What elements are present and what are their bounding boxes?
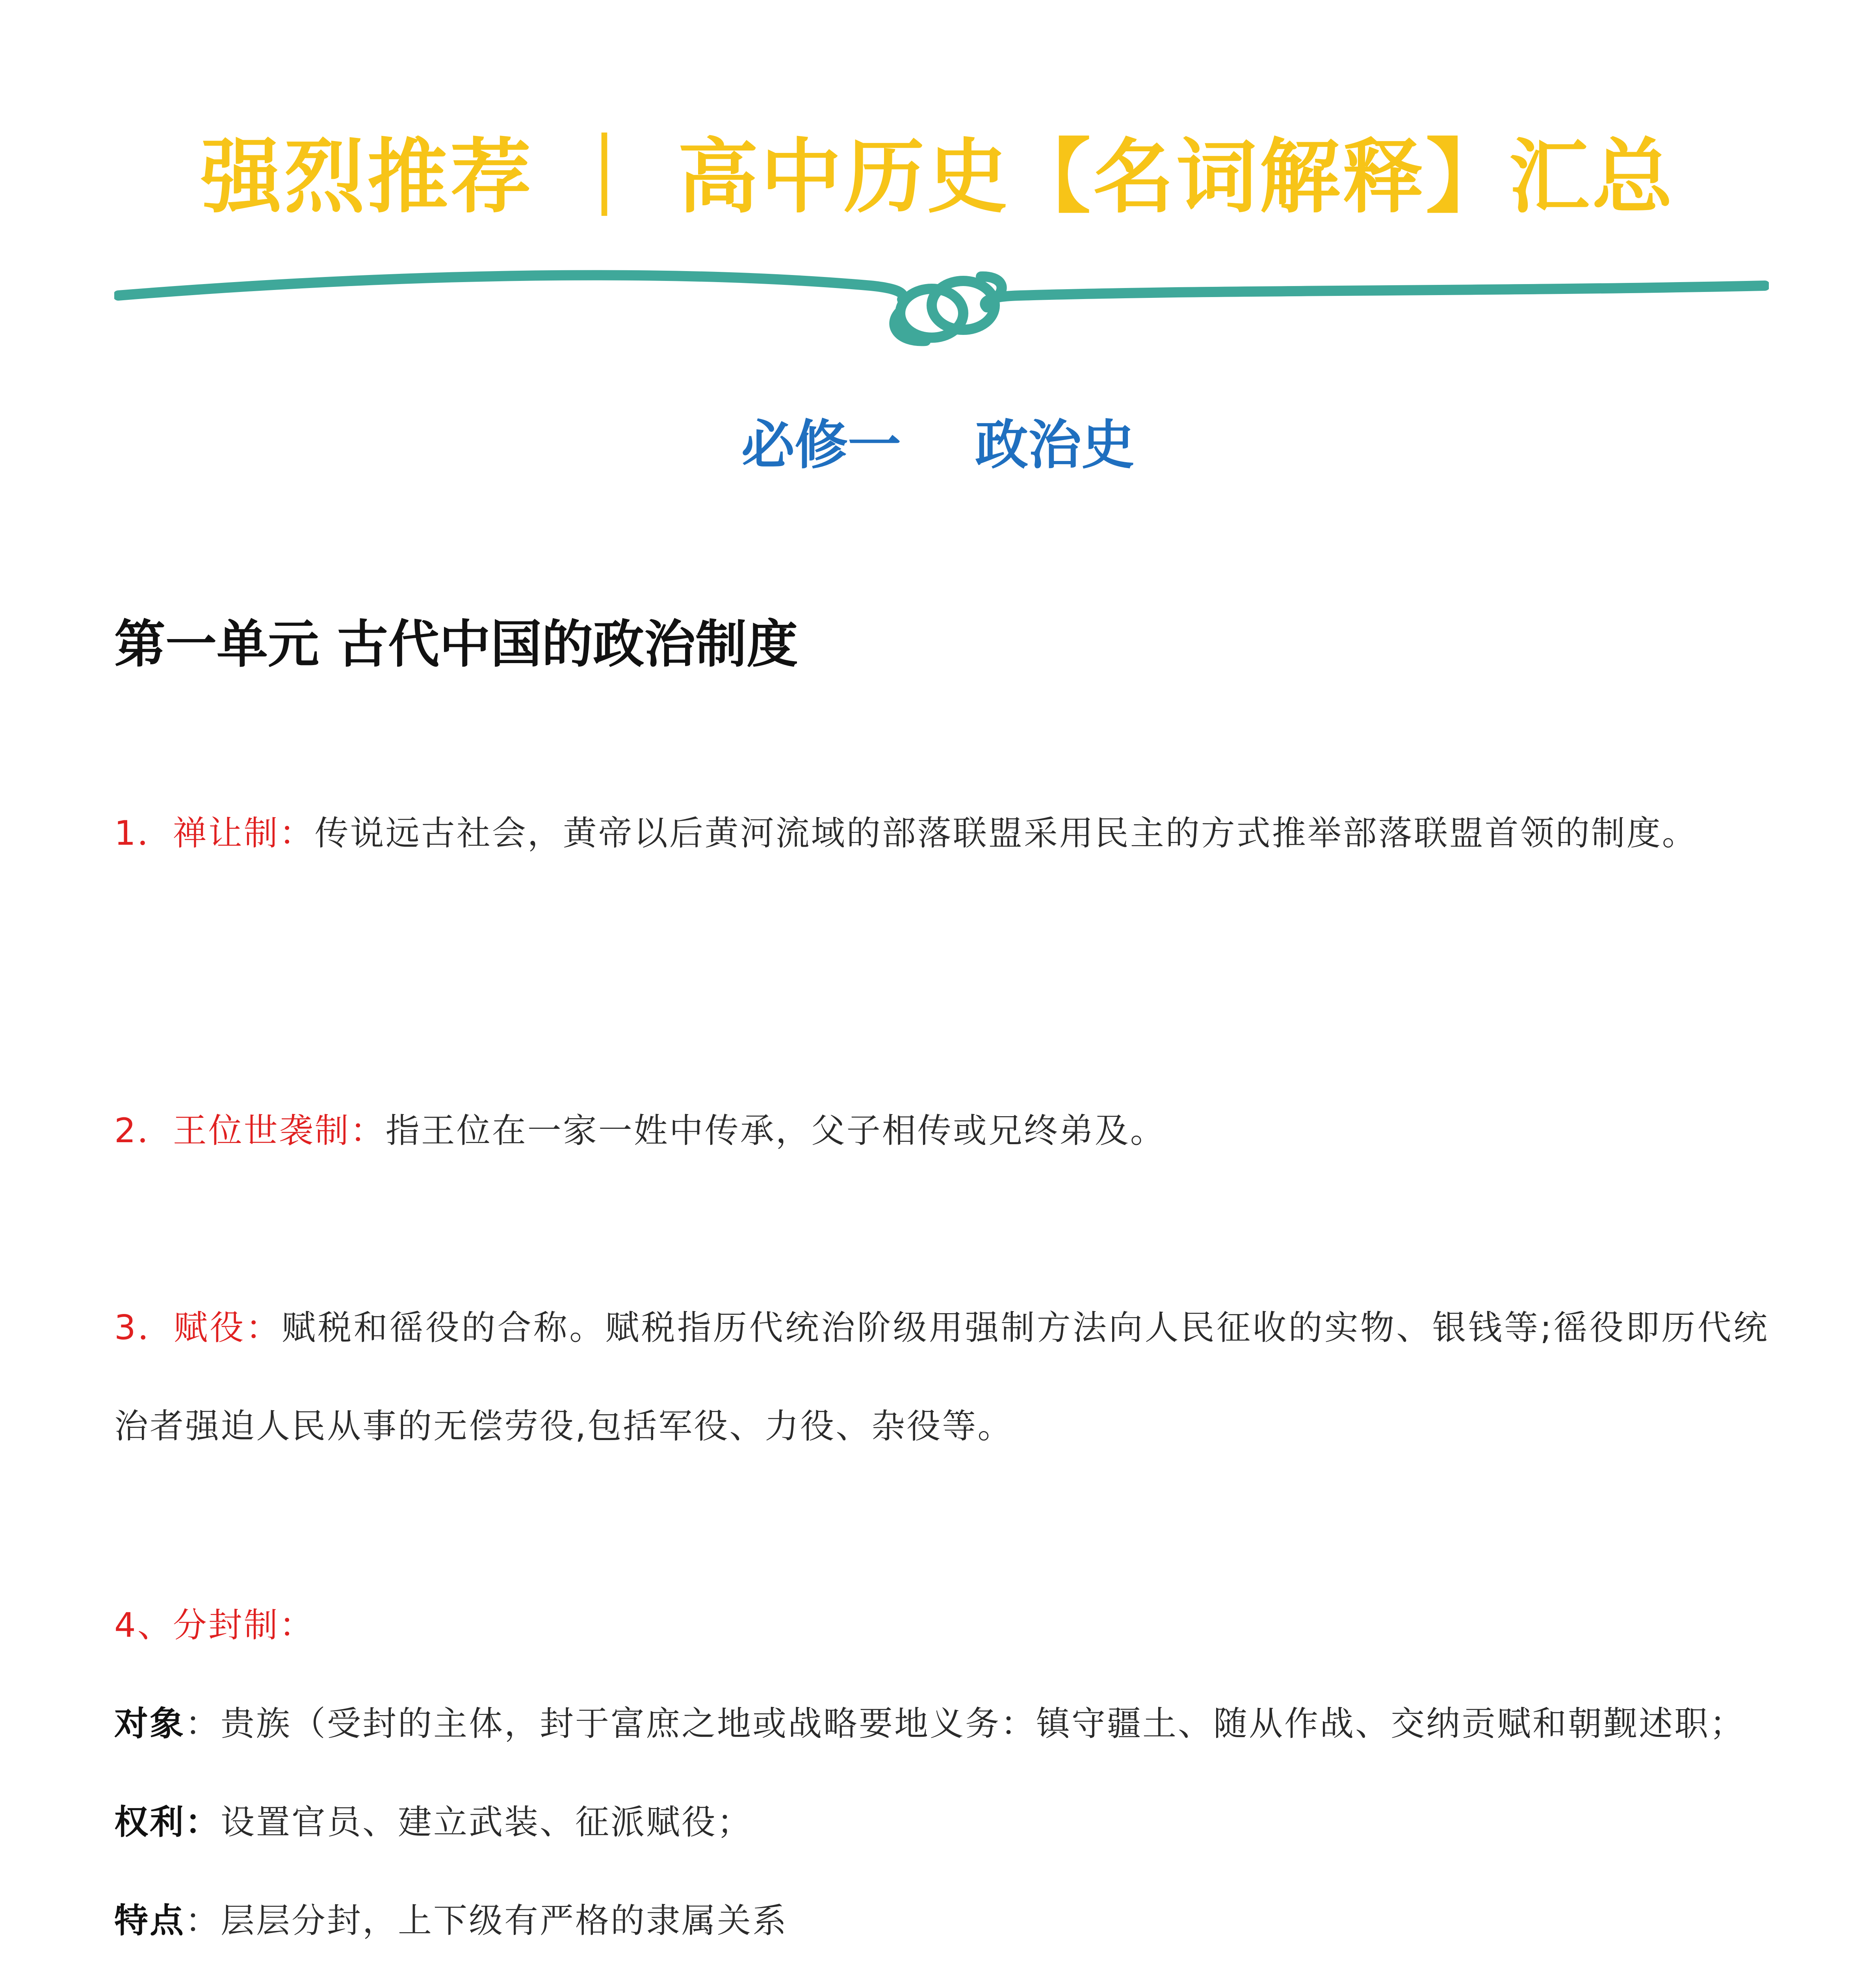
entry-3: [114, 1279, 1769, 1476]
page-title: 强烈推荐 ｜ 高中历史【名词解释】汇总: [201, 130, 1675, 224]
entry-term: 4、分封制：: [114, 1606, 315, 1645]
detail-label: 对象: [114, 1704, 185, 1743]
knot-divider-icon: [114, 252, 1769, 355]
detail-features: [114, 1872, 1769, 1970]
entry-text: 赋税和徭役的合称。赋税指历代统治阶级用强制方法向人民征收的实物、银钱等;徭役即历代统治者强迫人民从事的无偿劳役,包括军役、力役、杂役等。: [114, 1308, 1769, 1446]
entry-text: 指王位在一家一姓中传承，父子相传或兄终弟及。: [385, 1111, 1166, 1150]
detail-text: 设置官员、建立武装、征派赋役；: [221, 1803, 752, 1842]
unit-heading: 第一单元 古代中国的政治制度: [114, 614, 798, 674]
entry-term: 3．赋役：: [114, 1308, 282, 1347]
section-subtitle: 必修一 政治史: [741, 414, 1135, 476]
detail-label: 权利：: [114, 1803, 221, 1842]
entry-term: 1．禅让制：: [114, 814, 315, 853]
entry-term: 2．王位世袭制：: [114, 1111, 386, 1150]
detail-rights: [114, 1773, 1769, 1872]
entry-2: [114, 1082, 1769, 1180]
detail-text: ：贵族（受封的主体，封于富庶之地或战略要地义务：镇守疆土、随从作战、交纳贡赋和朝觐述职；: [185, 1704, 1745, 1743]
entry-1: [114, 784, 1769, 883]
entry-term-line: [114, 1576, 1769, 1674]
detail-object: [114, 1674, 1769, 1773]
entry-text: 传说远古社会，黄帝以后黄河流域的部落联盟采用民主的方式推举部落联盟首领的制度。: [314, 814, 1698, 853]
detail-label: 特点: [114, 1901, 185, 1940]
entry-4: [114, 1576, 1769, 1970]
detail-text: ：层层分封，上下级有严格的隶属关系: [185, 1901, 788, 1940]
